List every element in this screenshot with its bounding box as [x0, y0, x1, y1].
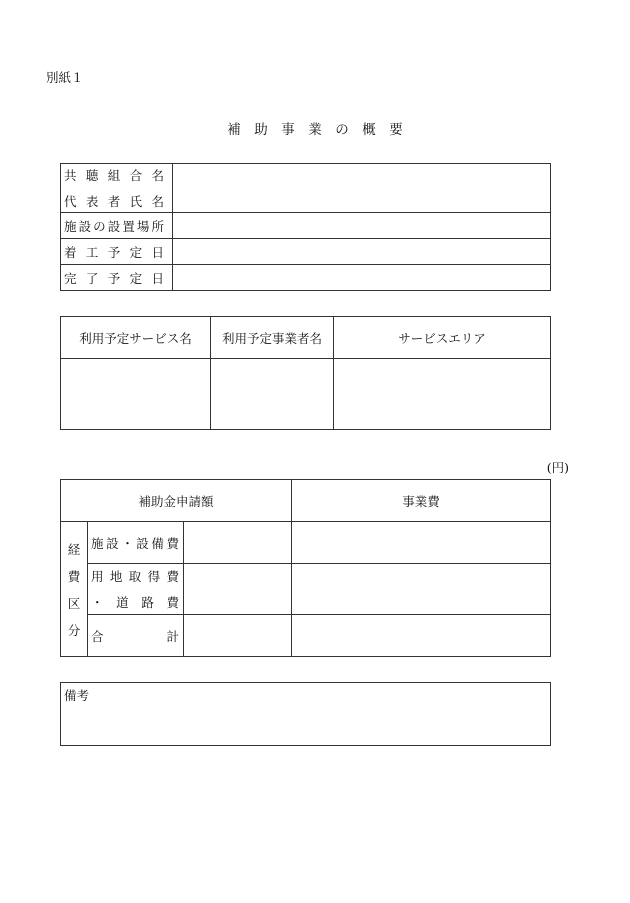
- remarks-table: [60, 682, 551, 746]
- total-label-cell: [88, 615, 184, 657]
- total-project-cost-value[interactable]: [292, 615, 551, 657]
- provider-name-value[interactable]: [211, 359, 334, 430]
- service-table: [60, 316, 551, 430]
- currency-unit-label: (円): [546, 460, 569, 475]
- label-cell-start-date: [61, 239, 173, 265]
- label-cell-union-representative: [61, 164, 173, 213]
- facility-subsidy-value[interactable]: [184, 522, 292, 564]
- category-char: 費: [67, 568, 81, 584]
- land-cost-label: 用地取得費: [91, 569, 179, 584]
- installation-site-label: 施設の設置場所: [64, 218, 164, 234]
- label-cell-installation-site: [61, 213, 173, 239]
- label-cell-completion-date: [61, 265, 173, 291]
- start-date-value[interactable]: [173, 239, 551, 265]
- expense-category-cell: [61, 522, 88, 657]
- attachment-label: 別紙１: [46, 70, 84, 85]
- header-provider-name: 利用予定事業者名: [211, 317, 334, 359]
- facility-cost-label-cell: [88, 522, 184, 564]
- service-name-value[interactable]: [61, 359, 211, 430]
- header-subsidy-request: 補助金申請額: [61, 480, 292, 522]
- expense-table: [60, 479, 551, 657]
- category-char: 分: [67, 622, 81, 638]
- total-subsidy-value[interactable]: [184, 615, 292, 657]
- facility-cost-label: 施設・設備費: [91, 535, 179, 551]
- category-char: 区: [67, 595, 81, 611]
- service-area-value[interactable]: [334, 359, 551, 430]
- road-cost-label: ・道路費: [91, 595, 179, 610]
- land-project-cost-value[interactable]: [292, 564, 551, 615]
- facility-project-cost-value[interactable]: [292, 522, 551, 564]
- land-subsidy-value[interactable]: [184, 564, 292, 615]
- basic-info-table: [60, 163, 551, 291]
- document-title: 補 助 事 業 の 概 要: [227, 122, 403, 138]
- union-representative-value[interactable]: [173, 164, 551, 213]
- header-service-area: サービスエリア: [334, 317, 551, 359]
- start-date-label: 着工予定日: [64, 244, 164, 260]
- header-project-cost: 事業費: [292, 480, 551, 522]
- representative-name-label: 代表者氏名: [64, 194, 164, 209]
- union-name-label: 共聴組合名: [64, 168, 164, 183]
- completion-date-value[interactable]: [173, 265, 551, 291]
- completion-date-label: 完了予定日: [64, 270, 164, 286]
- remarks-cell[interactable]: [61, 683, 551, 746]
- land-cost-label-cell: [88, 564, 184, 615]
- category-char: 経: [67, 541, 81, 557]
- remarks-label: 備考: [64, 688, 90, 703]
- header-service-name: 利用予定サービス名: [61, 317, 211, 359]
- installation-site-value[interactable]: [173, 213, 551, 239]
- total-label-left: 合: [91, 628, 104, 644]
- total-label-right: 計: [166, 628, 179, 644]
